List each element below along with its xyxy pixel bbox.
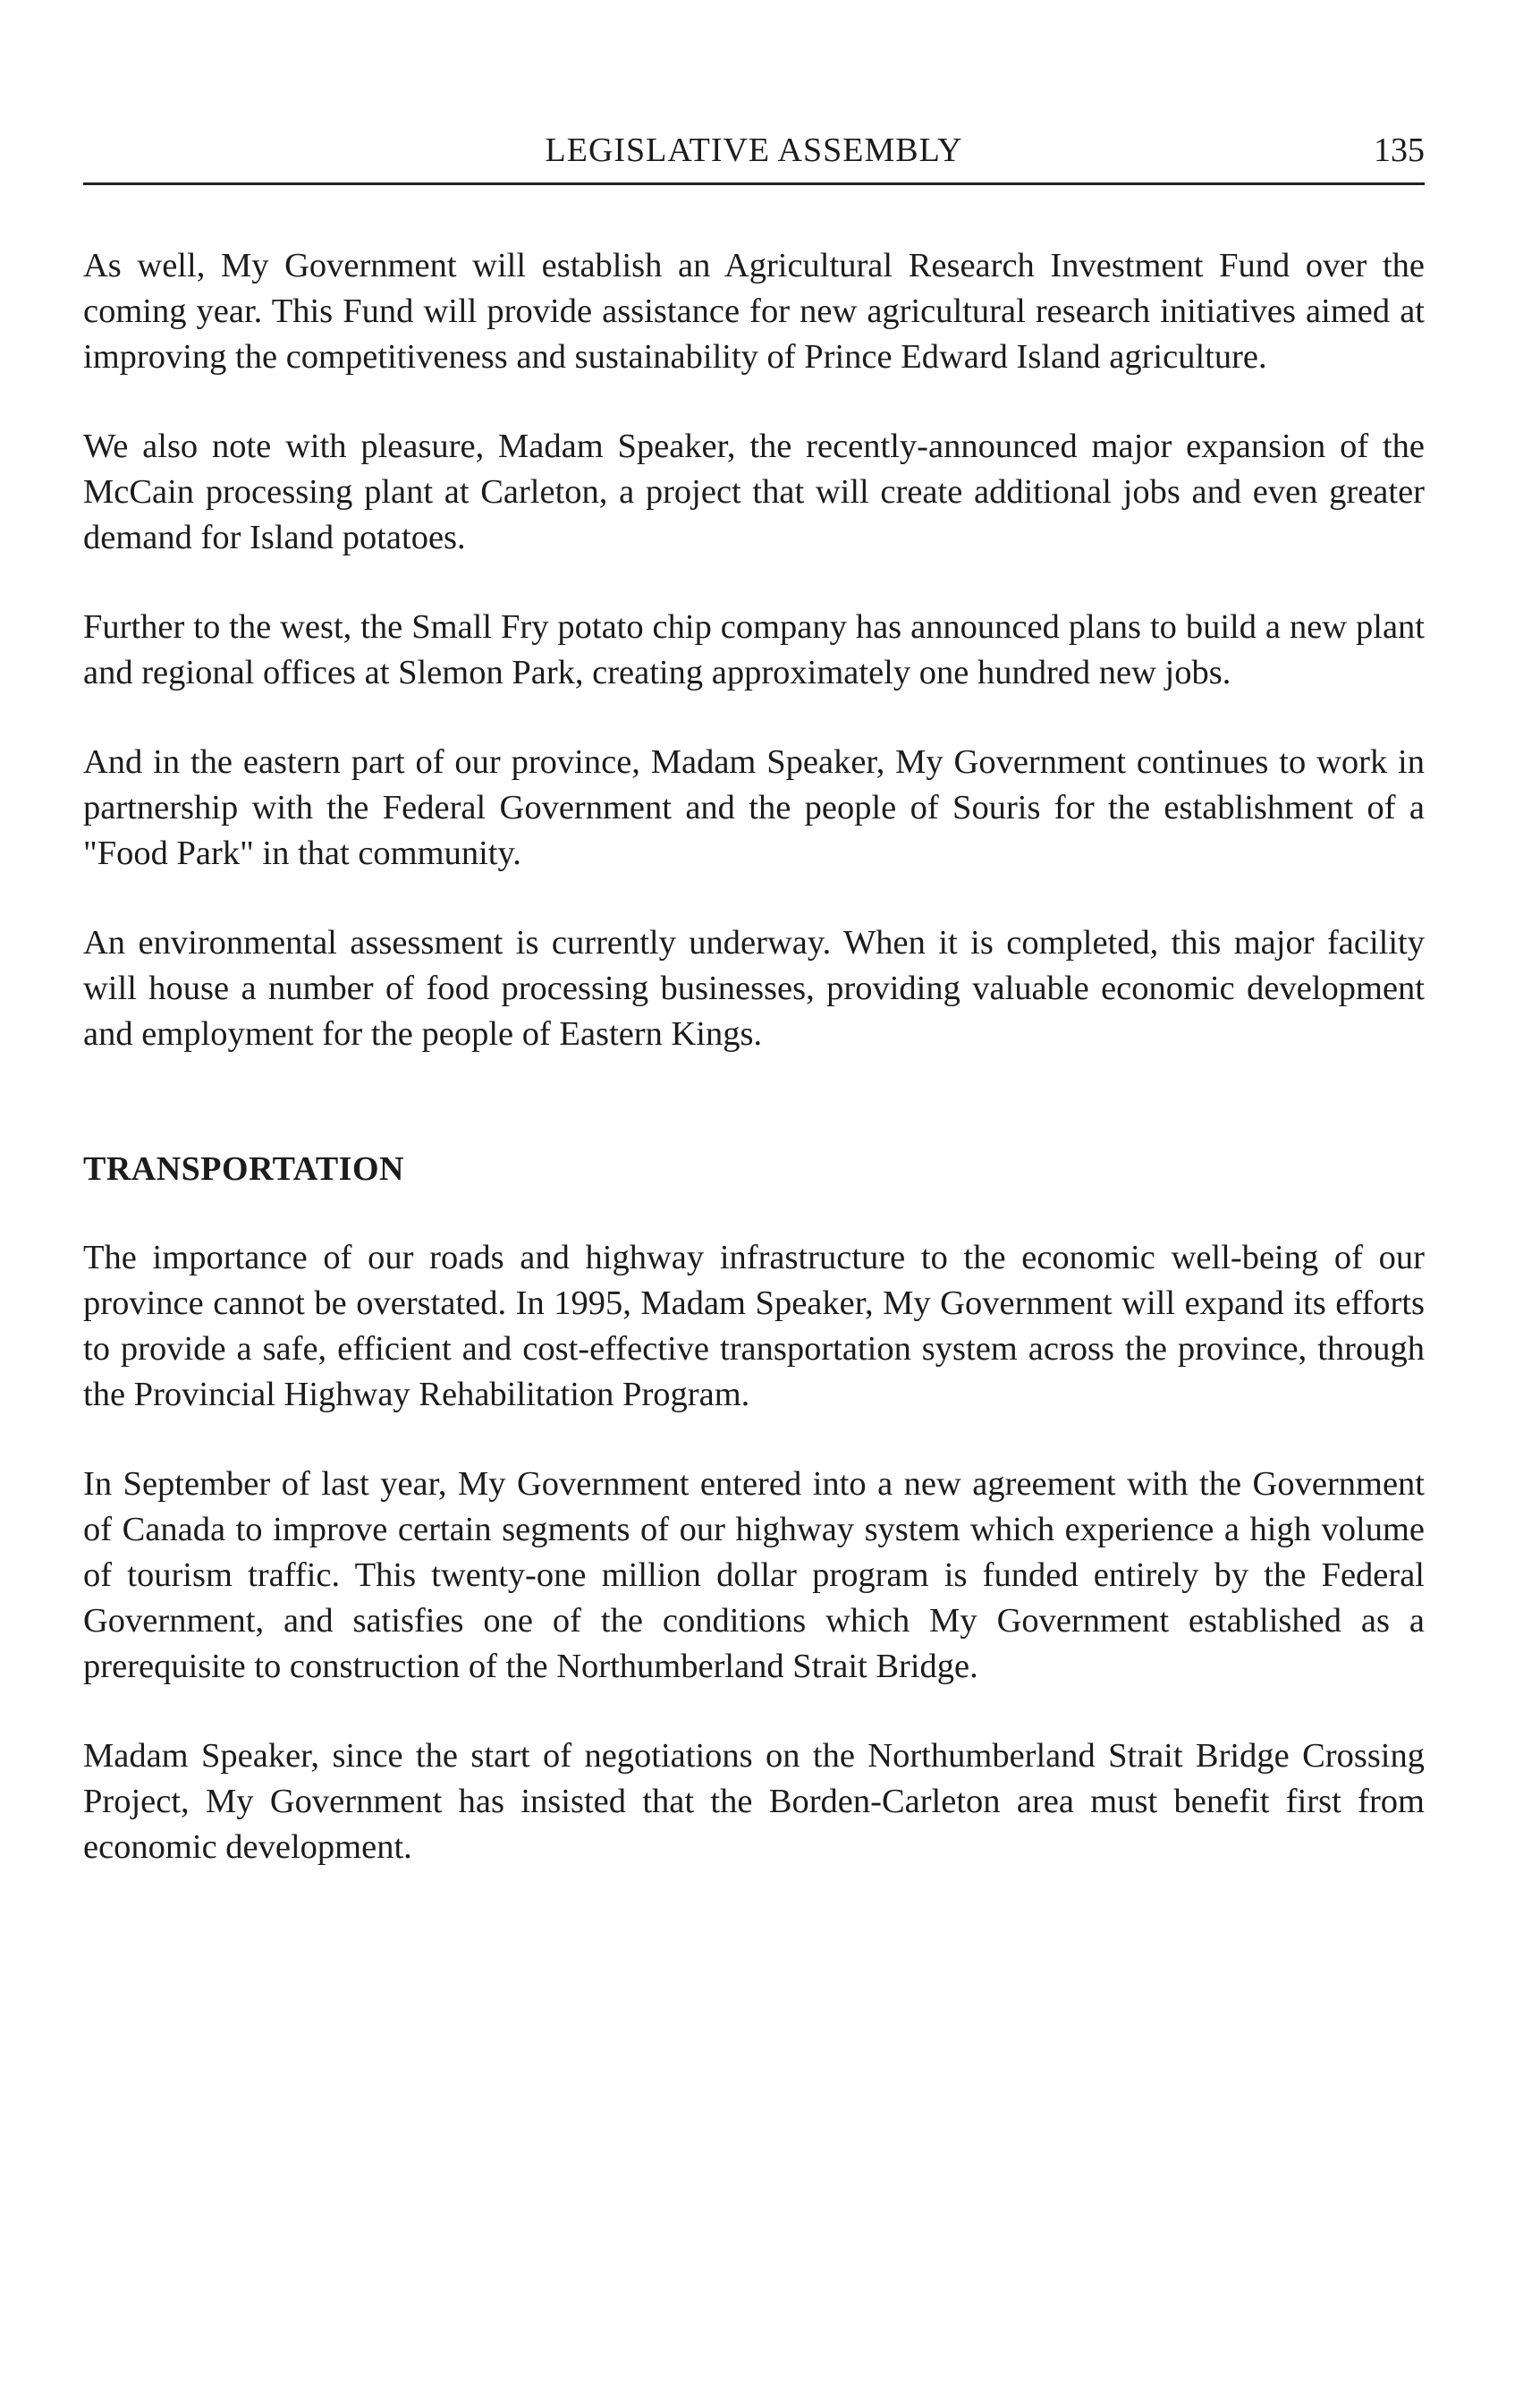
page-number: 135 [1374,131,1425,169]
section-heading: TRANSPORTATION [83,1150,404,1188]
body-text [83,243,1425,1914]
paragraph: And in the eastern part of our province, Madam Speaker, My Government continues to work in partnership with the Federal Government and the people of Souris for the establishment of a "Food Park" in that community. [83,743,1425,872]
paragraph: As well, My Government will establish an Agricultural Research Investment Fund over the coming year. This Fund will provide assistance for new agricultural research initiatives aimed at improving the competitiveness and sustainability of Prince Edward Island agriculture. [83,247,1425,376]
paragraph: An environmental assessment is currently underway. When it is completed, this major facility will house a number of food processing businesses, providing valuable economic development and employment for the people of Eastern Kings. [83,924,1425,1053]
header-title: LEGISLATIVE ASSEMBLY [545,131,963,169]
paragraph: We also note with pleasure, Madam Speaker, the recently-announced major expansion of the McCain processing plant at Carleton, a project that will create additional jobs and even greater demand for Island potatoes. [83,428,1425,556]
paragraph: Further to the west, the Small Fry potato chip company has announced plans to build a new plant and regional offices at Slemon Park, creating approximately one hundred new jobs. [83,608,1425,691]
paragraph: Madam Speaker, since the start of negotiations on the Northumberland Strait Bridge Crossing Project, My Government has insisted that the Borden-Carleton area must benefit first from economic development. [83,1737,1425,1866]
paragraph: In September of last year, My Government entered into a new agreement with the Government of Canada to improve certain segments of our highway system which experience a high volume of tourism traffic. This twenty-one million dollar program is funded entirely by the Federal Government, and satisfies one of the conditions which My Government established as a prerequisite to construction of the Northumberland Strait Bridge. [83,1465,1425,1685]
page-header [83,116,1425,185]
paragraph: The importance of our roads and highway infrastructure to the economic well-being of our province cannot be overstated. In 1995, Madam Speaker, My Government will expand its efforts to provide a safe, efficient and cost-effective transportation system across the province, through the Provincial Highway Rehabilitation Program. [83,1239,1425,1413]
